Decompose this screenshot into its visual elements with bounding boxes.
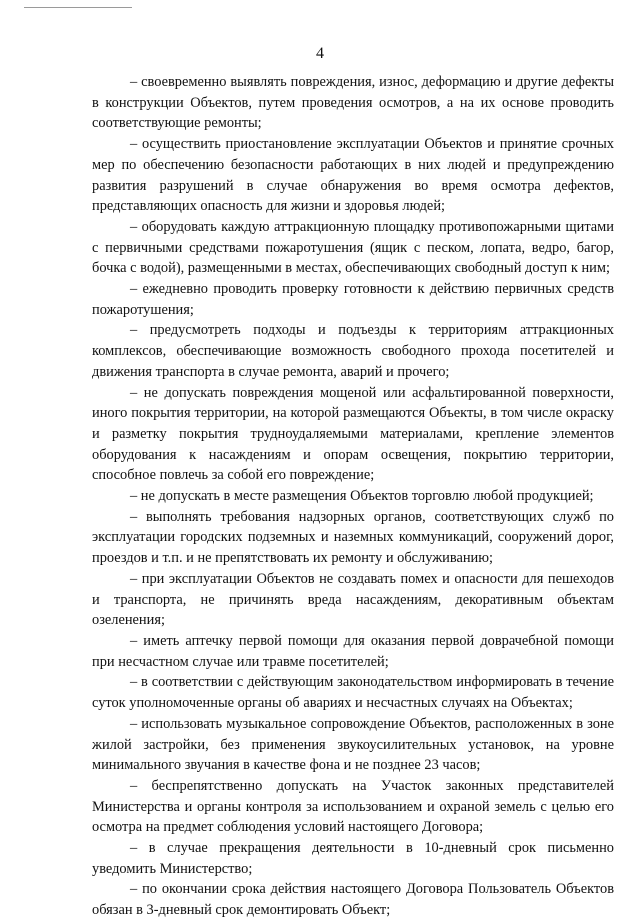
paragraph-3: – оборудовать каждую аттракционную площадку противопожарными щитами с первичными средствами пожаротушения (ящик с песком, лопата, ведро, багор, бочка с водой), размещенными в местах, обеспечивающих свободный доступ к ним;: [92, 218, 614, 277]
paragraph-11: – в соответствии с действующим законодательством информировать в течение суток уполномоченные органы об авариях и несчастных случаях на Объектах;: [92, 674, 614, 712]
paragraph-8: – выполнять требования надзорных органов, соответствующих служб по эксплуатации городских подземных и наземных коммуникаций, сооружений дорог, проездов и т.п. и не препятствовать их ремонту и обслуживанию;: [92, 508, 614, 567]
paragraph-13: – беспрепятственно допускать на Участок законных представителей Министерства и органы контроля за использованием и охраной земель с целью его осмотра на предмет соблюдения условий настоящего Договора;: [92, 777, 614, 836]
paragraph-15: – по окончании срока действия настоящего Договора Пользователь Объектов обязан в 3-дневный срок демонтировать Объект;: [92, 881, 614, 919]
paragraph-7: – не допускать в месте размещения Объектов торговлю любой продукцией;: [130, 488, 594, 505]
paragraph-12: – использовать музыкальное сопровождение Объектов, расположенных в зоне жилой застройки, без применения звукоусилительных установок, на уровне минимального звучания в качестве фона и не позднее 23 часов;: [92, 715, 614, 774]
page-number: 4: [316, 45, 324, 62]
paragraph-9: – при эксплуатации Объектов не создавать помех и опасности для пешеходов и транспорта, не причинять вреда насаждениям, декоративным объектам озеленения;: [92, 570, 614, 629]
paragraph-5: – предусмотреть подходы и подъезды к территориям аттракционных комплексов, обеспечивающие возможность свободного прохода посетителей и движения транспорта в случае ремонта, аварий и прочего;: [92, 322, 614, 380]
paragraph-6: – не допускать повреждения мощеной или асфальтированной поверхности, иного покрытия территории, на которой размещаются Объекты, в том числе окраску и разметку покрытия трудноудаляемыми материалами, крепление элементов оборудования к насаждениям и опорам освещения, покрытию территории, способное повлечь за собой его повреждение;: [92, 384, 614, 484]
paragraph-1: – своевременно выявлять повреждения, износ, деформацию и другие дефекты в конструкции Объектов, путем проведения осмотров, а на их основе проводить соответствующие ремонты;: [92, 74, 614, 132]
paragraph-10: – иметь аптечку первой помощи для оказания первой доврачебной помощи при несчастном случае или травме посетителей;: [92, 632, 614, 670]
paragraph-2: – осуществить приостановление эксплуатации Объектов и принятие срочных мер по обеспечению безопасности работающих в них людей и предупреждению развития разрушений в случае обнаружения во время осмотра дефектов, представляющих опасность для жизни и здоровья людей;: [92, 136, 614, 215]
paragraph-14: – в случае прекращения деятельности в 10-дневный срок письменно уведомить Министерство;: [92, 840, 614, 877]
document-body: [92, 72, 614, 921]
paragraph-4: – ежедневно проводить проверку готовности к действию первичных средств пожаротушения;: [92, 281, 614, 318]
header-rule: [24, 7, 132, 8]
